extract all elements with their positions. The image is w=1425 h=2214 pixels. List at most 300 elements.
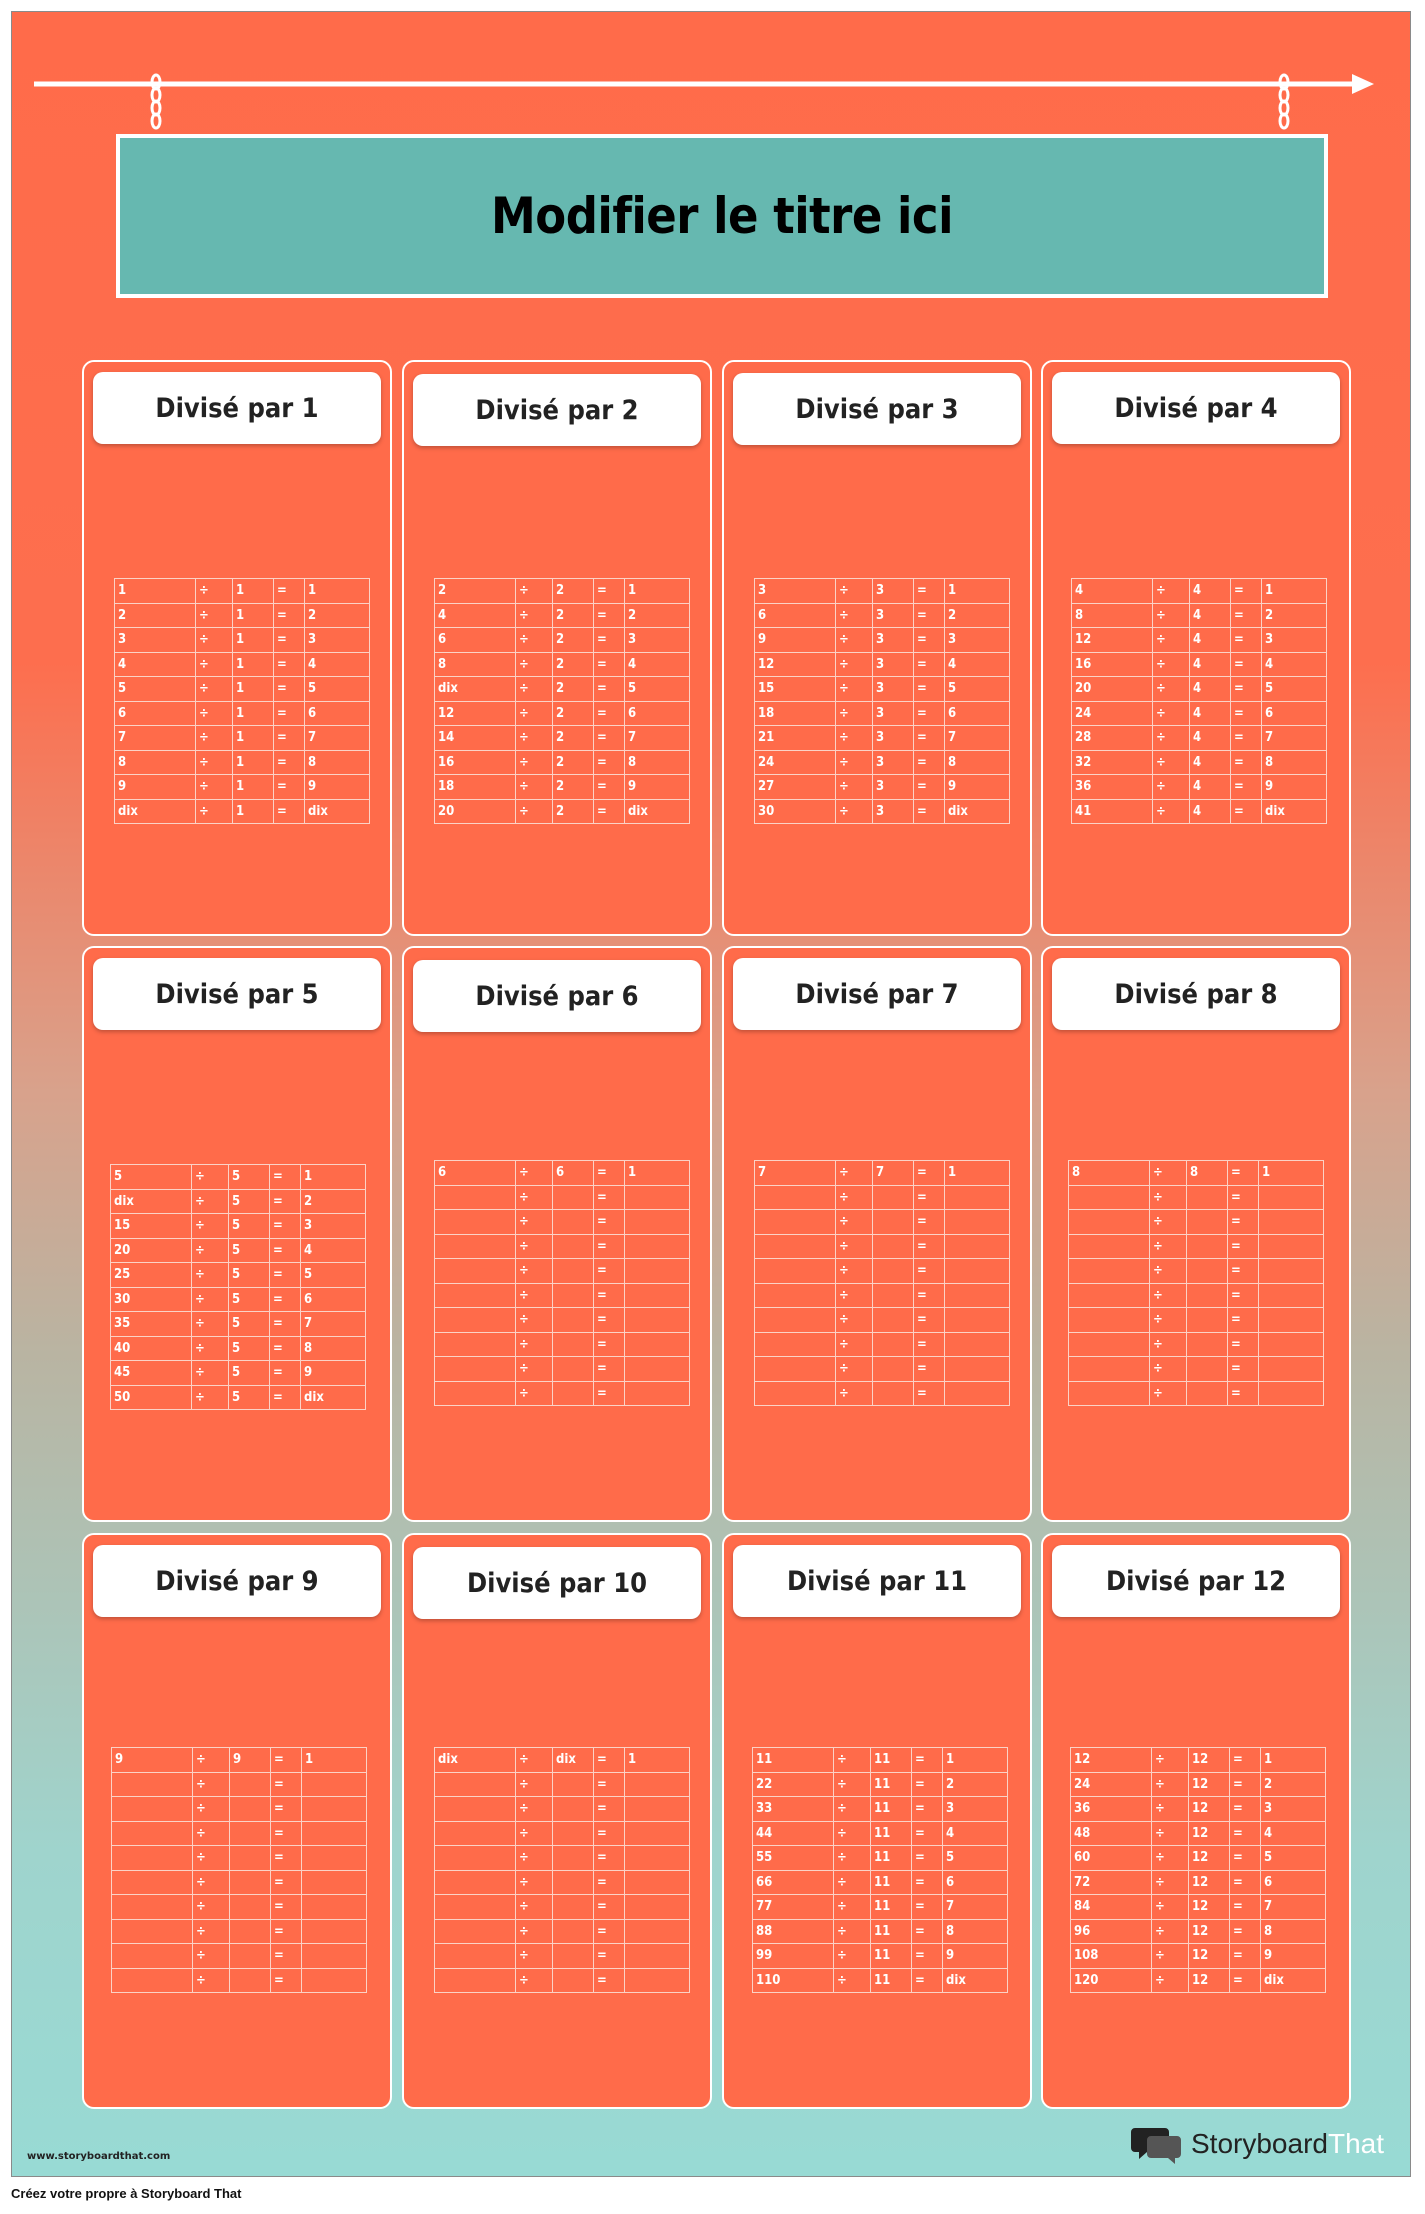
divide-sign: ÷ — [516, 1797, 553, 1822]
divide-sign: ÷ — [834, 1895, 871, 1920]
table-row — [111, 1287, 366, 1312]
divisor-cell — [873, 1185, 914, 1210]
dividend-cell: 35 — [111, 1312, 192, 1337]
equals-sign: = — [912, 1772, 943, 1797]
divisor-cell: 11 — [871, 1797, 912, 1822]
divide-sign: ÷ — [836, 1381, 873, 1406]
quotient-cell: 1 — [301, 1165, 366, 1190]
dividend-cell: 5 — [115, 677, 196, 702]
divisor-cell — [1187, 1357, 1228, 1382]
table-row — [111, 1361, 366, 1386]
quotient-cell: 4 — [625, 652, 690, 677]
dividend-cell — [755, 1332, 836, 1357]
divisor-cell: 3 — [873, 726, 914, 751]
quotient-cell: 7 — [1262, 726, 1327, 751]
table-row — [1071, 1821, 1326, 1846]
poster — [11, 11, 1411, 2177]
equals-sign: = — [271, 1821, 302, 1846]
divisor-cell: 5 — [229, 1336, 270, 1361]
division-table — [754, 1160, 1010, 1406]
quotient-cell: 1 — [945, 579, 1010, 604]
dividend-cell: 4 — [435, 603, 516, 628]
division-table — [752, 1747, 1008, 1993]
dividend-cell: 8 — [115, 750, 196, 775]
divisor-cell: 1 — [233, 726, 274, 751]
quotient-cell: 5 — [625, 677, 690, 702]
equals-sign: = — [914, 652, 945, 677]
divide-sign: ÷ — [1153, 677, 1190, 702]
equals-sign: = — [1228, 1259, 1259, 1284]
divisor-cell: 12 — [1189, 1919, 1230, 1944]
divide-sign: ÷ — [834, 1846, 871, 1871]
table-row — [1072, 701, 1327, 726]
equals-sign: = — [1230, 1821, 1261, 1846]
equals-sign: = — [594, 1968, 625, 1993]
table-row — [112, 1772, 367, 1797]
divisor-cell — [230, 1797, 271, 1822]
quotient-cell — [1259, 1308, 1324, 1333]
division-table — [114, 578, 370, 824]
divisor-cell: 3 — [873, 775, 914, 800]
equals-sign: = — [271, 1895, 302, 1920]
dividend-cell: 2 — [115, 603, 196, 628]
dividend-cell: 27 — [755, 775, 836, 800]
dividend-cell: 2 — [435, 579, 516, 604]
divide-sign: ÷ — [1153, 652, 1190, 677]
quotient-cell — [1259, 1332, 1324, 1357]
division-table — [434, 578, 690, 824]
divide-sign: ÷ — [836, 1308, 873, 1333]
divide-sign: ÷ — [193, 1968, 230, 1993]
divide-sign: ÷ — [193, 1748, 230, 1773]
divide-sign: ÷ — [516, 1283, 553, 1308]
divisor-cell: 1 — [233, 628, 274, 653]
divide-sign: ÷ — [516, 1210, 553, 1235]
divide-sign: ÷ — [1150, 1308, 1187, 1333]
divide-sign: ÷ — [1153, 579, 1190, 604]
divisor-cell: 3 — [873, 579, 914, 604]
equals-sign: = — [914, 775, 945, 800]
table-row — [115, 775, 370, 800]
equals-sign: = — [270, 1165, 301, 1190]
table-row — [435, 1919, 690, 1944]
equals-sign: = — [270, 1238, 301, 1263]
divide-sign: ÷ — [516, 652, 553, 677]
divisor-cell: 12 — [1189, 1968, 1230, 1993]
quotient-cell: 9 — [305, 775, 370, 800]
equals-sign: = — [594, 1748, 625, 1773]
quotient-cell — [625, 1234, 690, 1259]
table-row — [753, 1870, 1008, 1895]
divisor-cell — [873, 1210, 914, 1235]
quotient-cell — [302, 1846, 367, 1871]
table-row — [112, 1944, 367, 1969]
divisor-cell: 1 — [233, 701, 274, 726]
divisor-cell — [553, 1895, 594, 1920]
table-row — [1071, 1748, 1326, 1773]
dividend-cell: 12 — [1072, 628, 1153, 653]
poster-title[interactable]: Modifier le titre ici — [491, 187, 953, 245]
table-row — [435, 1821, 690, 1846]
dividend-cell: 6 — [435, 628, 516, 653]
table-row — [112, 1748, 367, 1773]
divisor-cell — [553, 1357, 594, 1382]
equals-sign: = — [270, 1361, 301, 1386]
table-row — [1069, 1357, 1324, 1382]
equals-sign: = — [1231, 701, 1262, 726]
divide-sign: ÷ — [516, 750, 553, 775]
table-row — [112, 1846, 367, 1871]
divisor-cell: 6 — [553, 1161, 594, 1186]
table-row — [111, 1165, 366, 1190]
divisor-cell: 12 — [1189, 1846, 1230, 1871]
card-divided-by-8 — [1041, 946, 1351, 1522]
divide-sign: ÷ — [516, 1185, 553, 1210]
dividend-cell — [435, 1332, 516, 1357]
quotient-cell — [1259, 1234, 1324, 1259]
divisor-cell: 9 — [230, 1748, 271, 1773]
dividend-cell: dix — [111, 1189, 192, 1214]
divide-sign: ÷ — [836, 1185, 873, 1210]
divide-sign: ÷ — [1150, 1357, 1187, 1382]
dividend-cell: 12 — [755, 652, 836, 677]
quotient-cell — [625, 1797, 690, 1822]
table-row — [435, 1968, 690, 1993]
table-row — [435, 1357, 690, 1382]
table-row — [435, 701, 690, 726]
equals-sign: = — [914, 1234, 945, 1259]
divide-sign: ÷ — [836, 652, 873, 677]
equals-sign: = — [912, 1846, 943, 1871]
table-row — [115, 799, 370, 824]
caption: Créez votre propre à Storyboard That — [11, 2186, 242, 2201]
quotient-cell — [945, 1259, 1010, 1284]
divide-sign: ÷ — [192, 1238, 229, 1263]
quotient-cell — [625, 1283, 690, 1308]
divide-sign: ÷ — [1150, 1381, 1187, 1406]
dividend-cell: 8 — [1069, 1161, 1150, 1186]
equals-sign: = — [914, 1283, 945, 1308]
quotient-cell — [1259, 1283, 1324, 1308]
card-heading[interactable]: Divisé par 5 — [93, 958, 381, 1030]
divisor-cell: 5 — [229, 1263, 270, 1288]
division-table — [1068, 1160, 1324, 1406]
dividend-cell: 18 — [755, 701, 836, 726]
divide-sign: ÷ — [192, 1263, 229, 1288]
dividend-cell — [755, 1283, 836, 1308]
card-heading[interactable]: Divisé par 2 — [413, 374, 701, 446]
divisor-cell: 1 — [233, 799, 274, 824]
equals-sign: = — [914, 1308, 945, 1333]
equals-sign: = — [594, 775, 625, 800]
table-row — [753, 1821, 1008, 1846]
table-row — [435, 1332, 690, 1357]
quotient-cell: 3 — [943, 1797, 1008, 1822]
dividend-cell: 18 — [435, 775, 516, 800]
equals-sign: = — [914, 1185, 945, 1210]
card-heading[interactable]: Divisé par 12 — [1052, 1545, 1340, 1617]
table-row — [1072, 775, 1327, 800]
dividend-cell — [112, 1870, 193, 1895]
quotient-cell — [1259, 1259, 1324, 1284]
title-banner — [116, 134, 1328, 298]
dividend-cell: 50 — [111, 1385, 192, 1410]
divisor-cell — [873, 1283, 914, 1308]
table-row — [1072, 652, 1327, 677]
quotient-cell — [625, 1944, 690, 1969]
equals-sign: = — [914, 1357, 945, 1382]
divisor-cell: 4 — [1190, 726, 1231, 751]
website-url: www.storyboardthat.com — [27, 2151, 171, 2162]
equals-sign: = — [914, 1381, 945, 1406]
divide-sign: ÷ — [836, 1259, 873, 1284]
equals-sign: = — [271, 1870, 302, 1895]
equals-sign: = — [270, 1214, 301, 1239]
divisor-cell: 3 — [873, 750, 914, 775]
dividend-cell: 4 — [1072, 579, 1153, 604]
divisor-cell: 4 — [1190, 775, 1231, 800]
divisor-cell: 2 — [553, 799, 594, 824]
divide-sign: ÷ — [1153, 750, 1190, 775]
quotient-cell — [945, 1381, 1010, 1406]
card-heading[interactable]: Divisé par 4 — [1052, 372, 1340, 444]
divide-sign: ÷ — [516, 628, 553, 653]
table-row — [115, 677, 370, 702]
dividend-cell — [112, 1919, 193, 1944]
quotient-cell: dix — [301, 1385, 366, 1410]
table-row — [755, 726, 1010, 751]
dividend-cell: 15 — [111, 1214, 192, 1239]
card-heading[interactable]: Divisé par 9 — [93, 1545, 381, 1617]
quotient-cell — [945, 1185, 1010, 1210]
dividend-cell: 60 — [1071, 1846, 1152, 1871]
card-divided-by-1 — [82, 360, 392, 936]
divisor-cell — [553, 1821, 594, 1846]
divide-sign: ÷ — [516, 775, 553, 800]
card-heading[interactable]: Divisé par 11 — [733, 1545, 1021, 1617]
quotient-cell: 6 — [305, 701, 370, 726]
equals-sign: = — [1231, 750, 1262, 775]
quotient-cell — [625, 1357, 690, 1382]
dividend-cell — [1069, 1332, 1150, 1357]
divide-sign: ÷ — [516, 1234, 553, 1259]
divide-sign: ÷ — [516, 1821, 553, 1846]
table-row — [755, 1332, 1010, 1357]
card-heading[interactable]: Divisé par 3 — [733, 373, 1021, 445]
table-row — [435, 1308, 690, 1333]
table-row — [1072, 750, 1327, 775]
quotient-cell: 5 — [1261, 1846, 1326, 1871]
table-row — [111, 1263, 366, 1288]
quotient-cell: dix — [945, 799, 1010, 824]
dividend-cell — [1069, 1308, 1150, 1333]
dividend-cell: 21 — [755, 726, 836, 751]
table-row — [435, 1895, 690, 1920]
equals-sign: = — [594, 1797, 625, 1822]
equals-sign: = — [594, 1895, 625, 1920]
quotient-cell: 3 — [625, 628, 690, 653]
divisor-cell — [553, 1185, 594, 1210]
quotient-cell: 8 — [945, 750, 1010, 775]
dividend-cell: 22 — [753, 1772, 834, 1797]
equals-sign: = — [270, 1385, 301, 1410]
dividend-cell: 36 — [1072, 775, 1153, 800]
divide-sign: ÷ — [516, 1161, 553, 1186]
table-row — [435, 1234, 690, 1259]
quotient-cell: 7 — [943, 1895, 1008, 1920]
divide-sign: ÷ — [1150, 1161, 1187, 1186]
dividend-cell: 3 — [115, 628, 196, 653]
divisor-cell — [873, 1357, 914, 1382]
hanger-rod — [12, 12, 1411, 152]
divide-sign: ÷ — [1150, 1210, 1187, 1235]
equals-sign: = — [274, 726, 305, 751]
dividend-cell: 8 — [435, 652, 516, 677]
quotient-cell — [625, 1968, 690, 1993]
equals-sign: = — [1231, 652, 1262, 677]
divide-sign: ÷ — [516, 701, 553, 726]
divide-sign: ÷ — [836, 1234, 873, 1259]
table-row — [1072, 628, 1327, 653]
quotient-cell — [945, 1210, 1010, 1235]
divide-sign: ÷ — [196, 750, 233, 775]
equals-sign: = — [594, 1772, 625, 1797]
equals-sign: = — [594, 1308, 625, 1333]
divide-sign: ÷ — [1152, 1870, 1189, 1895]
divisor-cell: 4 — [1190, 603, 1231, 628]
equals-sign: = — [1230, 1797, 1261, 1822]
equals-sign: = — [594, 1283, 625, 1308]
divisor-cell: 5 — [229, 1238, 270, 1263]
divide-sign: ÷ — [1150, 1332, 1187, 1357]
divisor-cell: 1 — [233, 775, 274, 800]
divide-sign: ÷ — [834, 1797, 871, 1822]
divisor-cell: 4 — [1190, 750, 1231, 775]
divide-sign: ÷ — [836, 726, 873, 751]
card-heading[interactable]: Divisé par 8 — [1052, 958, 1340, 1030]
equals-sign: = — [271, 1919, 302, 1944]
divisor-cell — [1187, 1283, 1228, 1308]
card-divided-by-4 — [1041, 360, 1351, 936]
divide-sign: ÷ — [516, 603, 553, 628]
table-row — [435, 1797, 690, 1822]
dividend-cell: 99 — [753, 1944, 834, 1969]
divisor-cell — [230, 1895, 271, 1920]
dividend-cell: 7 — [755, 1161, 836, 1186]
divide-sign: ÷ — [836, 1332, 873, 1357]
quotient-cell: 3 — [1261, 1797, 1326, 1822]
quotient-cell: 6 — [1262, 701, 1327, 726]
card-heading[interactable]: Divisé par 6 — [413, 960, 701, 1032]
table-row — [1071, 1944, 1326, 1969]
quotient-cell: dix — [305, 799, 370, 824]
dividend-cell: 24 — [755, 750, 836, 775]
divisor-cell: 12 — [1189, 1821, 1230, 1846]
divisor-cell: 1 — [233, 579, 274, 604]
divisor-cell — [553, 1846, 594, 1871]
quotient-cell: 9 — [1262, 775, 1327, 800]
divisor-cell: 11 — [871, 1748, 912, 1773]
quotient-cell: 1 — [1261, 1748, 1326, 1773]
table-row — [112, 1968, 367, 1993]
card-heading[interactable]: Divisé par 10 — [413, 1547, 701, 1619]
dividend-cell — [755, 1185, 836, 1210]
dividend-cell — [435, 1259, 516, 1284]
equals-sign: = — [1228, 1357, 1259, 1382]
quotient-cell: 5 — [943, 1846, 1008, 1871]
divisor-cell: 12 — [1189, 1748, 1230, 1773]
dividend-cell: 84 — [1071, 1895, 1152, 1920]
divisor-cell: 11 — [871, 1772, 912, 1797]
table-row — [755, 1234, 1010, 1259]
table-row — [753, 1944, 1008, 1969]
table-row — [1072, 726, 1327, 751]
divisor-cell: 12 — [1189, 1870, 1230, 1895]
table-row — [1071, 1968, 1326, 1993]
quotient-cell: 8 — [943, 1919, 1008, 1944]
table-row — [112, 1919, 367, 1944]
table-row — [435, 1259, 690, 1284]
divide-sign: ÷ — [1153, 726, 1190, 751]
table-row — [753, 1968, 1008, 1993]
table-row — [1072, 579, 1327, 604]
equals-sign: = — [594, 1944, 625, 1969]
divide-sign: ÷ — [836, 1161, 873, 1186]
equals-sign: = — [270, 1263, 301, 1288]
quotient-cell — [302, 1895, 367, 1920]
table-row — [115, 628, 370, 653]
divisor-cell: 2 — [553, 726, 594, 751]
table-row — [753, 1846, 1008, 1871]
divide-sign: ÷ — [1150, 1283, 1187, 1308]
divisor-cell — [230, 1944, 271, 1969]
dividend-cell — [1069, 1210, 1150, 1235]
dividend-cell — [112, 1895, 193, 1920]
quotient-cell: 1 — [302, 1748, 367, 1773]
equals-sign: = — [1228, 1332, 1259, 1357]
equals-sign: = — [271, 1944, 302, 1969]
divide-sign: ÷ — [1150, 1185, 1187, 1210]
dividend-cell — [435, 1895, 516, 1920]
quotient-cell: 8 — [625, 750, 690, 775]
equals-sign: = — [914, 579, 945, 604]
table-row — [755, 677, 1010, 702]
table-row — [1072, 603, 1327, 628]
quotient-cell: 1 — [305, 579, 370, 604]
division-table — [1071, 578, 1327, 824]
equals-sign: = — [270, 1287, 301, 1312]
divisor-cell — [1187, 1308, 1228, 1333]
quotient-cell: 4 — [1262, 652, 1327, 677]
dividend-cell: 3 — [755, 579, 836, 604]
divide-sign: ÷ — [834, 1870, 871, 1895]
divide-sign: ÷ — [516, 726, 553, 751]
equals-sign: = — [914, 1210, 945, 1235]
divisor-cell: 11 — [871, 1968, 912, 1993]
divide-sign: ÷ — [193, 1772, 230, 1797]
divide-sign: ÷ — [1153, 775, 1190, 800]
table-row — [753, 1772, 1008, 1797]
card-heading[interactable]: Divisé par 1 — [93, 372, 381, 444]
card-heading[interactable]: Divisé par 7 — [733, 958, 1021, 1030]
quotient-cell: 9 — [625, 775, 690, 800]
table-row — [111, 1189, 366, 1214]
quotient-cell: 1 — [625, 1161, 690, 1186]
quotient-cell: 2 — [301, 1189, 366, 1214]
table-row — [435, 1748, 690, 1773]
divide-sign: ÷ — [196, 775, 233, 800]
dividend-cell — [435, 1283, 516, 1308]
